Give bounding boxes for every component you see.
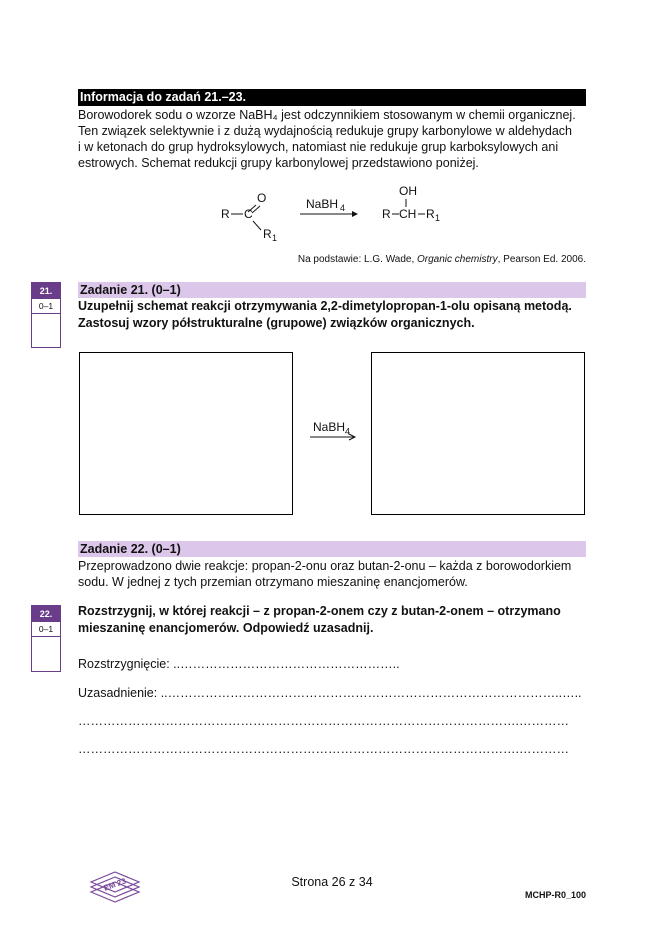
scheme-left-R1-sub: 1 <box>272 233 278 243</box>
task-points: 0–1 <box>32 622 60 637</box>
scheme-reagent-sub: 4 <box>340 203 346 213</box>
task22-question <box>78 603 588 637</box>
scheme-right-R1: R <box>426 207 435 221</box>
score-box-22 <box>31 605 61 672</box>
info-line: estrowych. Schemat redukcji grupy karbonylowej przedstawiono poniżej. <box>78 156 479 170</box>
dotted-answer-line[interactable]: …………………………………………………………………………………………….………… <box>78 742 569 756</box>
task21-title: Zadanie 21. (0–1) <box>78 282 586 298</box>
task-number: 21. <box>32 283 60 299</box>
task22-question-line: Rozstrzygnij, w której reakcji – z propan-2-onem czy z butan-2-onem – otrzymano <box>78 604 561 618</box>
task22-question-line: mieszaninę enancjomerów. Odpowiedź uzasadnij. <box>78 621 374 635</box>
task-number: 22. <box>32 606 60 622</box>
task21-line: Zastosuj wzory półstrukturalne (grupowe) związków organicznych. <box>78 316 475 330</box>
justification-line[interactable]: Uzasadnienie: ..…………………………………………………………………………………..….. <box>78 686 582 700</box>
scheme-right-OH: OH <box>399 184 417 198</box>
task22-intro-line: Przeprowadzono dwie reakcje: propan-2-onu oraz butan-2-onu – każda z borowodorkiem <box>78 559 572 573</box>
task22-intro-line: sodu. W jednej z tych przemian otrzymano mieszaninę enancjomerów. <box>78 575 468 589</box>
product-answer-box[interactable] <box>371 352 585 515</box>
substrate-answer-box[interactable] <box>79 352 293 515</box>
scheme-right-CH: CH <box>399 207 417 221</box>
info-line: Borowodorek sodu o wzorze NaBH₄ jest odczynnikiem stosowanym w chemii organicznej. <box>78 108 576 122</box>
dotted-answer-line[interactable]: …………………………………………………………………………………………….………… <box>78 714 569 728</box>
scheme-right-R1-sub: 1 <box>435 213 441 223</box>
exam-code: MCHP-R0_100 <box>524 890 586 900</box>
page-number: Strona 26 z 34 <box>291 875 373 889</box>
task-points: 0–1 <box>32 299 60 314</box>
reaction-scheme <box>200 180 480 250</box>
task21-reagent: NaBH$_4$ <box>313 420 351 437</box>
scheme-reagent: NaBH <box>306 197 339 211</box>
info-header: Informacja do zadań 21.–23. <box>78 89 586 106</box>
info-text <box>78 107 588 171</box>
task21-instruction <box>78 298 588 332</box>
info-line: Ten związek selektywnie i z dużą wydajnością redukuje grupy karbonylowe w aldehydach <box>78 124 573 138</box>
task21-line: Uzupełnij schemat reakcji otrzymywania 2,2-dimetylopropan-1-olu opisaną metodą. <box>78 299 572 313</box>
scheme-left-O: O <box>257 191 267 205</box>
scheme-left-R1: R <box>263 227 272 241</box>
scheme-left-R: R <box>221 207 230 221</box>
scheme-left-C: C <box>244 207 253 221</box>
info-line: i w ketonach do grup hydroksylowych, natomiast nie redukuje grup karboksylowych ani <box>78 140 559 154</box>
answer-line[interactable]: Rozstrzygnięcie: ..…………………………………………….. <box>78 657 400 671</box>
task22-title: Zadanie 22. (0–1) <box>78 541 586 557</box>
score-box-21 <box>31 282 61 348</box>
scheme-arrow-head <box>352 211 358 217</box>
source-note: Na podstawie: L.G. Wade, Organic chemistry, Pearson Ed. 2006. <box>297 254 586 265</box>
task21-arrow <box>308 432 360 442</box>
task22-intro <box>78 558 588 590</box>
svg-text:EM 23: EM 23 <box>102 876 128 893</box>
scheme-right-R: R <box>382 207 391 221</box>
